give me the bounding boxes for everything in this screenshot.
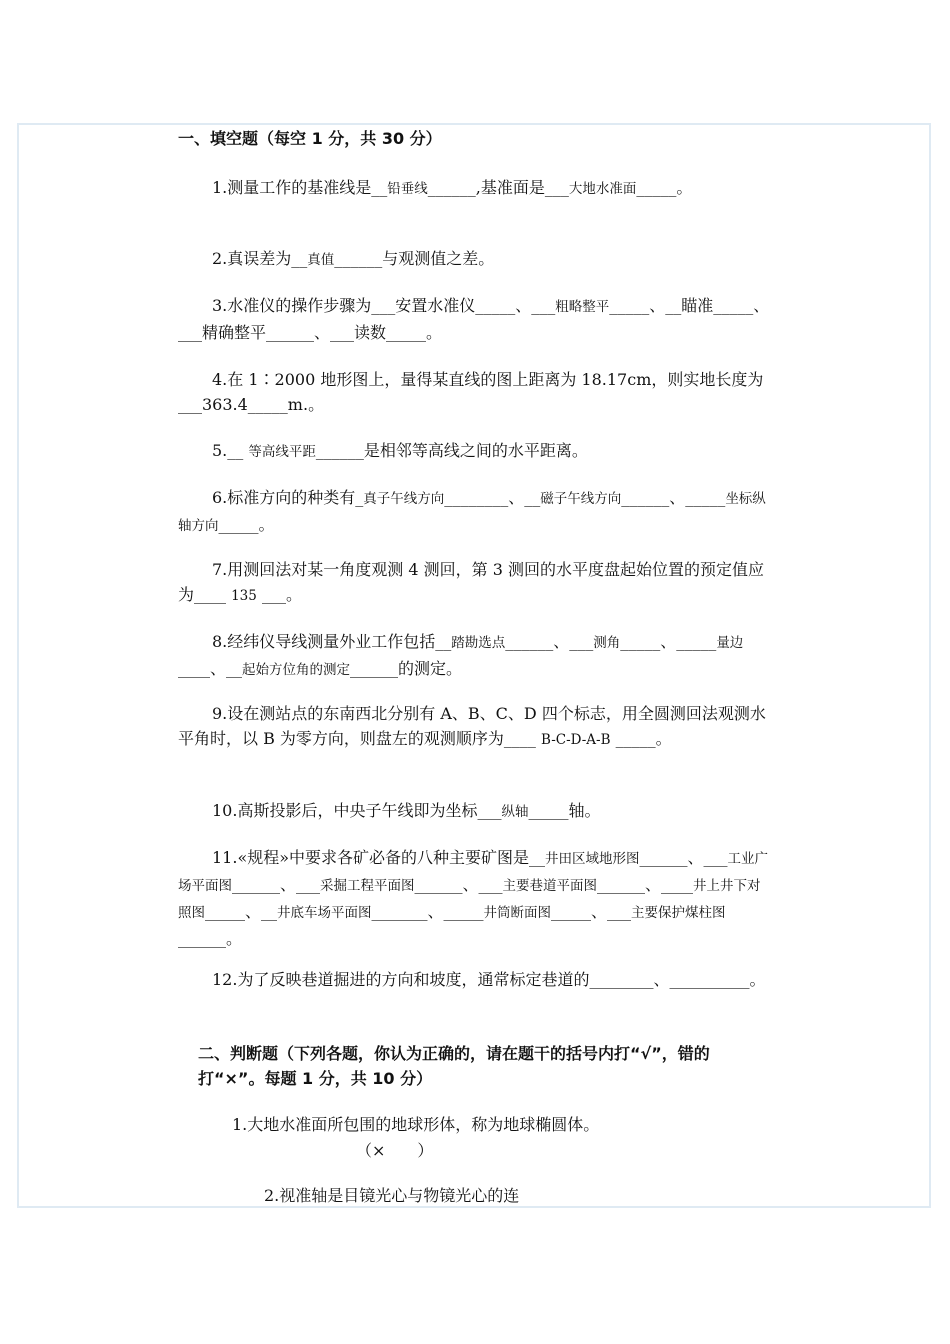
q9-answer-1: B-C-D-A-B [541,732,611,748]
section-1-title: 一、填空题（每空 1 分，共 30 分） [178,129,442,148]
q7-text-2: ___。 [256,585,302,604]
judge-question-1-answer: （× ） [356,1141,434,1160]
q8-text-2: ______、___ [505,632,594,651]
judge-question-2: 2.视准轴是目镜光心与物镜光心的连 [264,1186,520,1205]
q8-text-3: _____、_____ [620,632,717,651]
q6-text-2: ________、__ [444,488,541,507]
q8-text-5: ______的测定。 [350,659,463,678]
q5-text-1: 5.__ [212,441,249,460]
q9-text-2: _____。 [610,729,672,748]
q11-answer-2: 工业广场平面图 [178,851,769,894]
q7-answer-1: 135 [231,588,257,604]
q2-text-1: 2.真误差为__ [212,249,308,268]
q6-text-4: _____。 [218,515,275,534]
q8-text-4: ____、__ [178,659,243,678]
q11-text-8: _____、___ [551,902,632,921]
question-2 [178,246,773,273]
q11-text-9: ______。 [178,929,243,948]
q6-text-3: ______、_____ [621,488,726,507]
q3-text-1: 3.水准仪的操作步骤为___安置水准仪_____、___ [212,296,556,315]
q11-text-6: _____、__ [205,902,278,921]
question-8 [178,629,773,683]
question-4: 4.在 1∶2000 地形图上，量得某直线的图上距离为 18.17cm，则实地长度为___363.4_____m.。 [178,370,764,414]
question-6 [178,485,773,539]
q7-text-1: 7.用测回法对某一角度观测 4 测回，第 3 测回的水平度盘起始位置的预定值应为____ [178,560,764,604]
q11-answer-7: 井筒断面图 [483,905,552,921]
q11-answer-8: 主要保护煤柱图 [631,905,726,921]
q11-text-3: ______、___ [232,875,321,894]
q11-text-4: ______、___ [414,875,503,894]
q11-text-1: 11.«规程»中要求各矿必备的八种主要矿图是__ [212,848,546,867]
q11-answer-4: 主要巷道平面图 [502,878,598,894]
q8-text-1: 8.经纬仪导线测量外业工作包括__ [212,632,452,651]
q11-text-7: _______、_____ [371,902,484,921]
q6-answer-2: 磁子午线方向 [540,491,622,507]
section-2-title: 二、判断题（下列各题，你认为正确的，请在题干的括号内打“√”，错的打“×”。每题 1 分，共 10 分） [198,1044,710,1088]
q8-answer-1: 踏勘选点 [451,635,506,651]
question-5 [178,438,773,465]
q11-text-2: ______、___ [639,848,728,867]
q8-answer-3: 量边 [716,635,744,651]
q10-answer-1: 纵轴 [501,804,529,820]
question-1 [178,175,773,202]
q3-answer-1: 粗略整平 [555,299,610,315]
q11-answer-3: 采掘工程平面图 [320,878,415,894]
q9-text-1: 9.设在测站点的东南西北分别有 A、B、C、D 四个标志，用全圆测回法观测水平角时，以 B 为零方向，则盘左的观测顺序为____ [178,704,766,748]
q11-text-5: ______、____ [597,875,694,894]
q11-answer-5: 井上井下对照图 [178,878,761,921]
q1-text-1: 1.测量工作的基准线是__ [212,178,388,197]
question-10 [178,798,773,825]
q1-text-3: _____。 [636,178,693,197]
q8-answer-2: 测角 [593,635,621,651]
q1-text-2: ______,基准面是___ [427,178,569,197]
q11-answer-1: 井田区域地形图 [545,851,640,867]
q10-text-1: 10.高斯投影后，中央子午线即为坐标___ [212,801,502,820]
q3-text-2: _____、__瞄准_____、___精确整平______、___读数_____。 [178,296,770,342]
question-12: 12.为了反映巷道掘进的方向和坡度，通常标定巷道的________、__________。 [212,970,766,989]
q6-answer-3: 坐标纵轴方向 [178,491,766,534]
question-3 [178,293,773,345]
q6-answer-1: 真子午线方向 [363,491,445,507]
q5-text-2: ______是相邻等高线之间的水平距离。 [315,441,588,460]
question-11 [178,845,773,951]
q11-answer-6: 井底车场平面图 [277,905,372,921]
q1-answer-2: 大地水准面 [568,181,637,197]
question-7 [178,557,773,609]
q2-text-2: ______与观测值之差。 [334,249,495,268]
q2-answer-1: 真值 [307,252,335,268]
q1-answer-1: 铅垂线 [387,181,428,197]
q10-text-2: _____轴。 [528,801,601,820]
q6-text-1: 6.标准方向的种类有_ [212,488,364,507]
q8-answer-4: 起始方位角的测定 [242,662,351,678]
question-9 [178,701,773,753]
judge-question-1: 1.大地水准面所包围的地球形体，称为地球椭圆体。 [232,1115,600,1134]
q5-answer-1: 等高线平距 [248,444,316,460]
